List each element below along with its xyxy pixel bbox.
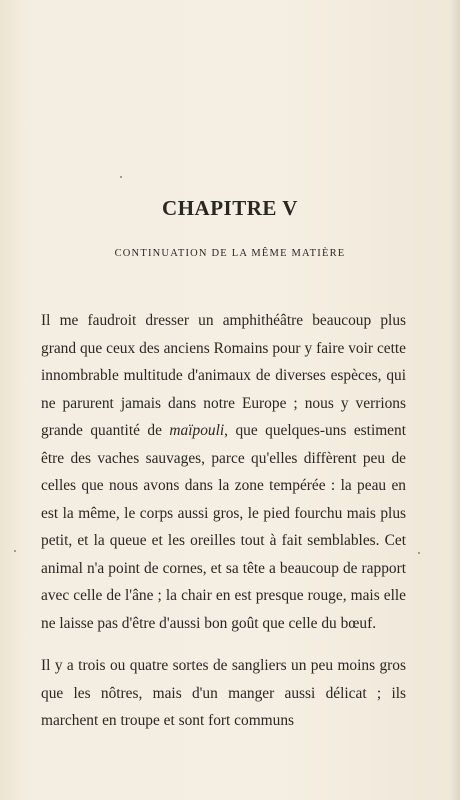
paper-speck <box>120 176 122 178</box>
body-text <box>41 307 406 735</box>
paper-speck <box>418 552 420 554</box>
chapter-subtitle: CONTINUATION DE LA MÊME MATIÈRE <box>114 248 346 259</box>
paragraph-text: Il y a trois ou quatre sortes de sangliers un peu moins gros que les nôtres, mais d'un manger aussi délicat ; ils marchent en troupe et sont fort communs <box>41 657 406 729</box>
paragraph-text: , que quelques-uns estiment être des vaches sauvages, parce qu'elles diffèrent peu de celles que nous avons dans la zone tempérée : la peau en est la même, le corps aussi gros, le pied fourchu mais plus petit, et la queue et les oreilles tout à fait semblables. Cet animal n'a point de cornes, et sa tête a beaucoup de rapport avec celle de l'âne ; la chair en est presque rouge, mais elle ne laisse pas d'être d'aussi bon goût que celle du bœuf. <box>41 422 406 632</box>
paragraph <box>41 307 406 637</box>
paper-speck <box>14 550 16 552</box>
italic-term: maïpouli <box>169 422 225 439</box>
paragraph-text: Il me faudroit dresser un amphithéâtre beaucoup plus grand que ceux des anciens Romains pour y faire voir cette innombrable multitude d'animaux de diverses espèces, qui ne parurent jamais dans notre Europe ; nous y verrions grande quantité de <box>41 312 406 439</box>
paragraph <box>41 652 406 735</box>
chapter-title: CHAPITRE V <box>162 196 298 220</box>
page-edge-shadow <box>450 0 460 800</box>
